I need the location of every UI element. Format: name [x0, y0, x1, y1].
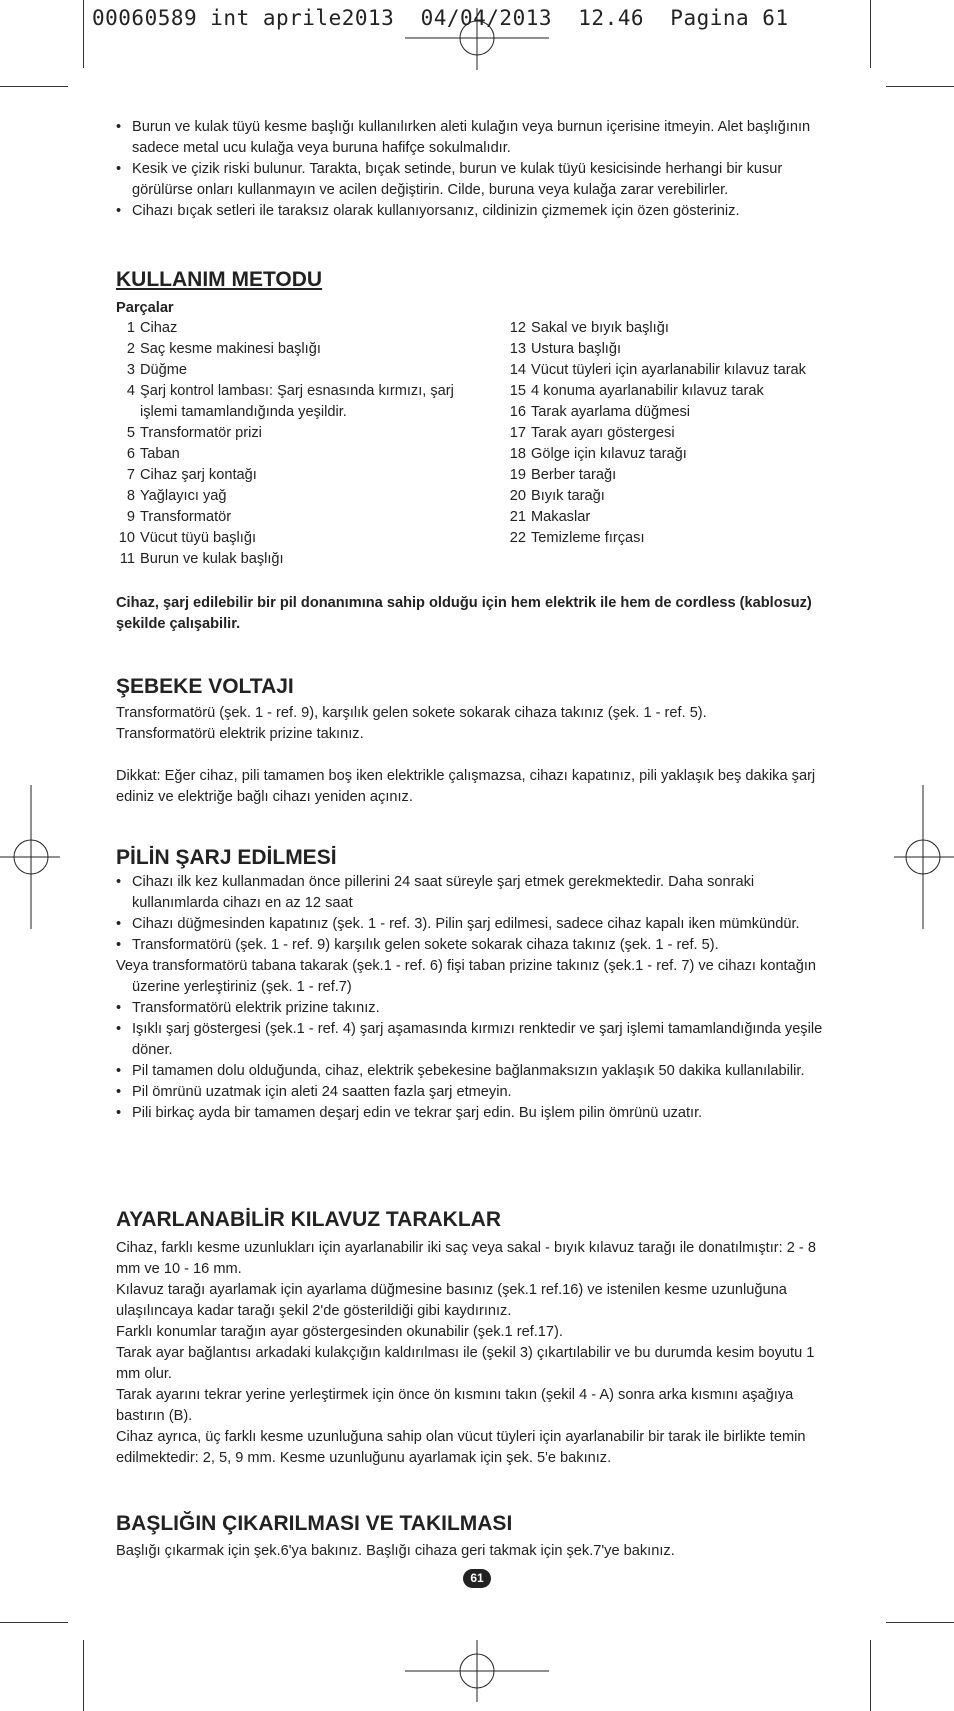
- section-title-pilin-sarj-edilmesi: PİLİN ŞARJ EDİLMESİ: [116, 846, 337, 869]
- bullet-item: • Cihazı düğmesinden kapatınız (şek. 1 - ref. 3). Pilin şarj edilmesi, sadece cihaz kapalı iken mümkündür.: [116, 914, 838, 935]
- crop-mark-bottom-left-v: [83, 1640, 84, 1711]
- list-item: 16 Tarak ayarlama düğmesi: [509, 404, 690, 420]
- list-item: 13 Ustura başlığı: [509, 341, 622, 357]
- intro-bullet: • Cihazı bıçak setleri ile taraksız olarak kullanıyorsanız, cildinizin çizmemek için özen gösteriniz.: [116, 201, 838, 222]
- paragraph: Transformatörü elektrik prizine takınız.: [116, 726, 364, 742]
- print-slug-header: 00060589 int aprile2013 04/04/2013 12.46 Pagina 61: [92, 6, 789, 30]
- list-item: 2 Saç kesme makinesi başlığı: [126, 341, 321, 357]
- paragraph: Tarak ayar bağlantısı arkadaki kulakçığın kaldırılması ile (şekil 3) çıkartılabilir ve bu durumda kesim boyutu 1 mm olur.: [116, 1345, 815, 1382]
- paragraph: Veya transformatörü tabana takarak (şek.1 - ref. 6) fişi taban prizine takınız (şek.1 - ref. 7) ve cihazı kontağın üzerine yerleştiriniz (şek. 1 - ref.7): [116, 958, 817, 995]
- paragraph: Tarak ayarını tekrar yerine yerleştirmek için önce ön kısmını takın (şekil 4 - A) sonra arka kısmını aşağıya bastırın (B).: [116, 1387, 794, 1424]
- parts-label: [116, 299, 838, 317]
- parts-list-right: [507, 318, 847, 549]
- list-item: 20 Bıyık tarağı: [509, 488, 605, 504]
- crop-mark-bottom-left-h: [0, 1622, 68, 1623]
- paragraph: Transformatörü (şek. 1 - ref. 9), karşılık gelen sokete sokarak cihaza takınız (şek. 1 - ref. 5).: [116, 705, 707, 721]
- list-item: 9 Transformatör: [126, 509, 232, 525]
- list-item: 18 Gölge için kılavuz tarağı: [509, 446, 687, 462]
- list-item: 17 Tarak ayarı göstergesi: [509, 425, 675, 441]
- crop-mark-bottom-right-v: [870, 1640, 871, 1711]
- crop-mark-top-left-v: [83, 0, 84, 68]
- parts-list-left: [116, 318, 468, 570]
- section5-body: [116, 1541, 838, 1562]
- list-item: 1 Cihaz: [126, 320, 178, 336]
- list-item: 7 Cihaz şarj kontağı: [126, 467, 257, 483]
- list-item: 15 4 konuma ayarlanabilir kılavuz tarak: [509, 383, 764, 399]
- section-title-basligin-cikarilmasi: BAŞLIĞIN ÇIKARILMASI VE TAKILMASI: [116, 1512, 513, 1535]
- bullet-item: • Cihazı ilk kez kullanmadan önce pillerini 24 saat süreyle şarj etmek gerekmektedir. Daha sonraki kullanımlarda cihazı en az 12 saat: [116, 872, 838, 914]
- bullet-item: • Pil tamamen dolu olduğunda, cihaz, elektrik şebekesine bağlanmaksızın yaklaşık 50 dakika kullanılabilir.: [116, 1061, 838, 1082]
- intro-bullet: • Burun ve kulak tüyü kesme başlığı kullanılırken aleti kulağın veya burnun içerisine itmeyin. Alet başlığının sadece metal ucu kulağa veya buruna hafifçe sokulmalıdır.: [116, 117, 838, 159]
- section-title-sebeke-voltaji: ŞEBEKE VOLTAJI: [116, 675, 294, 698]
- list-item: 19 Berber tarağı: [509, 467, 617, 483]
- parts-heading: Parçalar: [116, 300, 174, 316]
- section2-body: [116, 703, 838, 808]
- crop-mark-top-right-v: [870, 0, 871, 68]
- list-item: 8 Yağlayıcı yağ: [126, 488, 227, 504]
- paragraph: Cihaz, farklı kesme uzunlukları için ayarlanabilir iki saç veya sakal - bıyık kılavuz tarağı ile donatılmıştır: 2 - 8 mm ve 10 - 16 mm.: [116, 1240, 816, 1277]
- crop-mark-bottom-right-h: [886, 1622, 954, 1623]
- list-item: 3 Düğme: [126, 362, 188, 378]
- list-item: 6 Taban: [126, 446, 180, 462]
- crop-mark-top-right-h: [886, 86, 954, 87]
- list-item: 11 Burun ve kulak başlığı: [119, 551, 284, 567]
- paragraph: Cihaz ayrıca, üç farklı kesme uzunluğuna sahip olan vücut tüyleri için ayarlanabilir bir tarak ile birlikte temin edilmektedir: 2, 5, 9 mm. Kesme uzunluğunu ayarlamak için şek. 5'e bakınız.: [116, 1429, 806, 1466]
- list-item: 12 Sakal ve bıyık başlığı: [509, 320, 669, 336]
- paragraph: Kılavuz tarağı ayarlamak için ayarlama düğmesine basınız (şek.1 ref.16) ve istenilen kesme uzunluğuna ulaşılıncaya kadar tarağı şekil 2'de gösterildiği gibi kaydırınız.: [116, 1282, 787, 1319]
- cordless-note: Cihaz, şarj edilebilir bir pil donanımına sahip olduğu için hem elektrik ile hem de cordless (kablosuz) şekilde çalışabilir.: [116, 595, 812, 632]
- paragraph: Başlığı çıkarmak için şek.6'ya bakınız. Başlığı cihaza geri takmak için şek.7'ye bakınız.: [116, 1543, 675, 1559]
- paragraph: Farklı konumlar tarağın ayar göstergesinden okunabilir (şek.1 ref.17).: [116, 1324, 563, 1340]
- list-item: 5 Transformatör prizi: [126, 425, 262, 441]
- bullet-item: • Transformatörü (şek. 1 - ref. 9) karşılık gelen sokete sokarak cihaza takınız (şek. 1 - ref. 5).: [116, 935, 838, 956]
- bullet-item: • Işıklı şarj göstergesi (şek.1 - ref. 4) şarj aşamasında kırmızı renktedir ve şarj işlemi tamamlandığında yeşile döner.: [116, 1019, 838, 1061]
- list-item: 22 Temizleme fırçası: [509, 530, 645, 546]
- list-item: 21 Makaslar: [509, 509, 591, 525]
- intro-bullets: [116, 117, 838, 222]
- bullet-item: • Pili birkaç ayda bir tamamen deşarj edin ve tekrar şarj edin. Bu işlem pilin ömrünü uzatır.: [116, 1103, 838, 1124]
- paragraph: Dikkat: Eğer cihaz, pili tamamen boş iken elektrikle çalışmazsa, cihazı kapatınız, pili yaklaşık beş dakika şarj ediniz ve elektriğe bağlı cihazı yeniden açınız.: [116, 768, 816, 805]
- registration-mark-right: [894, 785, 954, 929]
- cordless-note-block: [116, 593, 838, 635]
- intro-bullet: • Kesik ve çizik riski bulunur. Tarakta, bıçak setinde, burun ve kulak tüyü kesicisinde herhangi bir kusur görülürse onları kullanmayın ve acilen değiştirin. Cilde, buruna veya kulağa zarar verebilirler.: [116, 159, 838, 201]
- registration-mark-left: [0, 785, 60, 929]
- list-item: 4 Şarj kontrol lambası: Şarj esnasında kırmızı, şarj işlemi tamamlandığında yeşildir.: [126, 383, 454, 420]
- crop-mark-top-left-h: [0, 86, 68, 87]
- section-title-kullanim-metodu: KULLANIM METODU: [116, 268, 323, 291]
- bullet-item: • Transformatörü elektrik prizine takınız.: [116, 998, 838, 1019]
- list-item: 14 Vücut tüyleri için ayarlanabilir kılavuz tarak: [509, 362, 806, 378]
- page-number-badge: 61: [463, 1569, 491, 1588]
- bullet-item: • Pil ömrünü uzatmak için aleti 24 saatten fazla şarj etmeyin.: [116, 1082, 838, 1103]
- list-item: 10 Vücut tüyü başlığı: [118, 530, 257, 546]
- section4-body: [116, 1238, 838, 1469]
- registration-mark-bottom: [405, 1640, 549, 1702]
- section3-body: [116, 872, 838, 1124]
- section-title-ayarlanabilir-kilavuz-taraklar: AYARLANABİLİR KILAVUZ TARAKLAR: [116, 1208, 501, 1231]
